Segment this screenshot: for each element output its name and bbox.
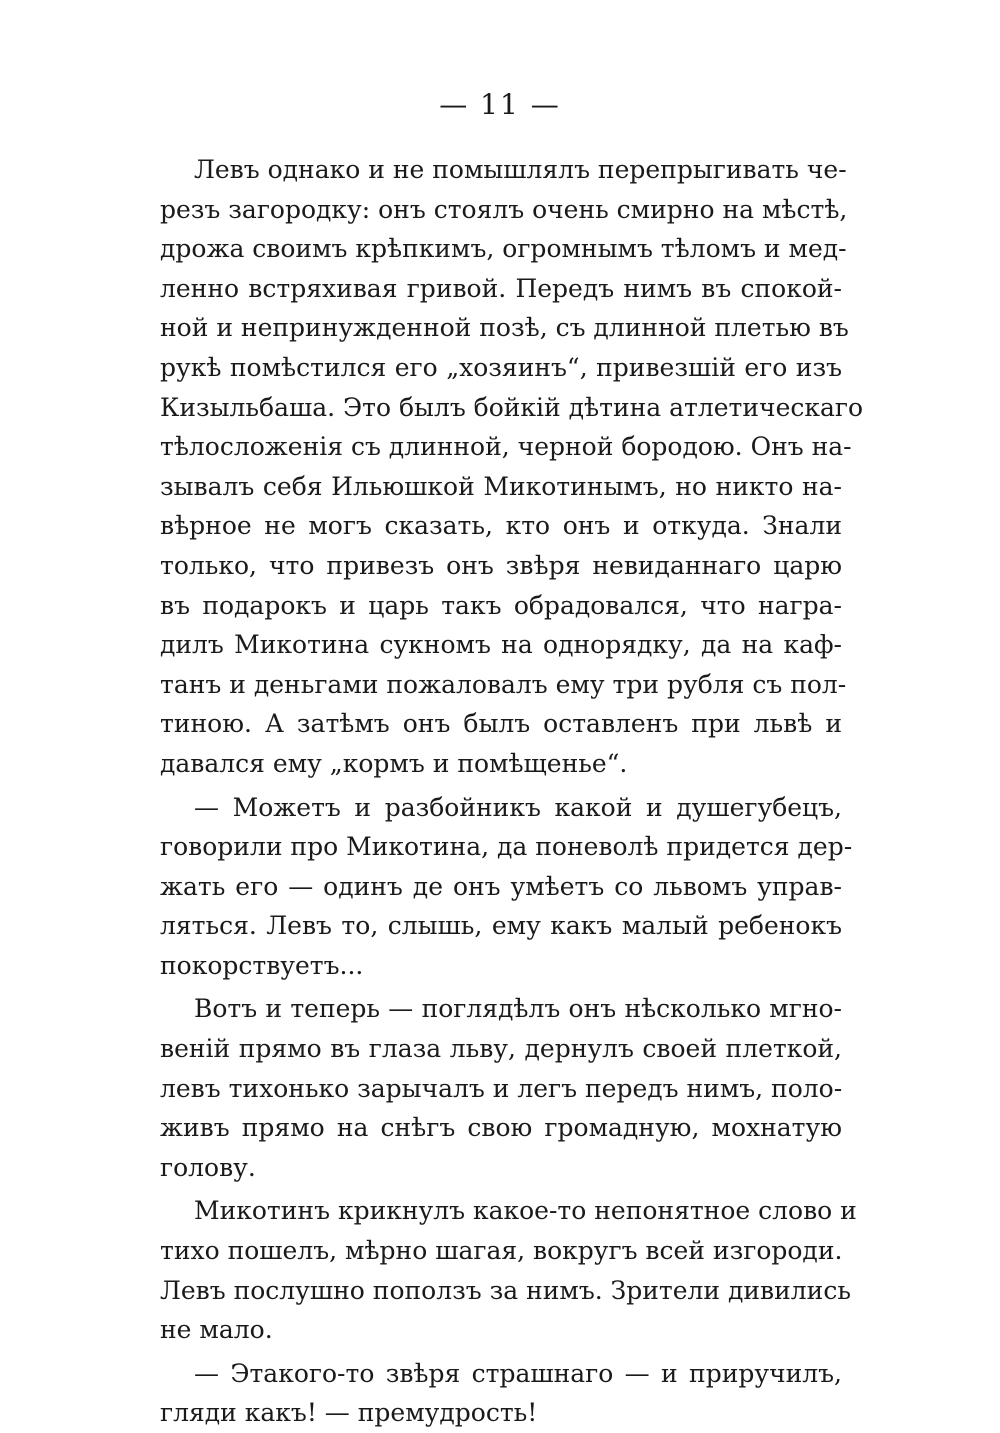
text-line: танъ и деньгами пожаловалъ ему три рубля съ пол-	[160, 669, 847, 699]
text-line: Вотъ и теперь — поглядѣлъ онъ нѣсколько мгно-	[194, 994, 842, 1024]
paragraph-5	[160, 1354, 842, 1433]
paragraph-4	[160, 1191, 857, 1349]
text-line: зывалъ себя Ильюшкой Микотинымъ, но никто на-	[160, 471, 842, 501]
paragraph-1	[160, 150, 864, 784]
text-line: дрожа своимъ крѣпкимъ, огромнымъ тѣломъ и мед-	[160, 234, 847, 264]
body-text	[160, 150, 864, 1433]
text-line: въ подарокъ и царь такъ обрадовался, что награ-	[160, 590, 842, 620]
text-line: Левъ однако и не помышлялъ перепрыгивать че-	[194, 155, 847, 184]
text-line: тихо пошелъ, мѣрно шагая, вокругъ всей изгороди.	[160, 1236, 843, 1266]
page-number: — 11 —	[439, 88, 561, 121]
text-line: ляться. Левъ то, слышь, ему какъ малый ребенокъ	[160, 911, 842, 941]
text-line: голову.	[160, 1152, 256, 1182]
text-line: не мало.	[160, 1315, 273, 1345]
text-line: жать его — одинъ де онъ умѣетъ со львомъ управ-	[160, 871, 842, 901]
text-line: давался ему „кормъ и помѣщенье“.	[160, 748, 628, 778]
text-line: покорствуетъ...	[160, 950, 364, 980]
text-line: только, что привезъ онъ звѣря невиданнаго царю	[160, 550, 842, 580]
text-line: резъ загородку: онъ стоялъ очень смирно на мѣстѣ,	[160, 194, 848, 224]
text-line: говорили про Микотина, да поневолѣ придется дер-	[160, 832, 853, 862]
text-line: тиною. А затѣмъ онъ былъ оставленъ при львѣ и	[160, 709, 842, 739]
text-line: — Можетъ и разбойникъ какой и душегубецъ,	[194, 792, 842, 822]
paragraph-3	[160, 989, 842, 1187]
text-line: тѣлосложенія съ длинной, черной бородою. Онъ на-	[160, 432, 852, 462]
text-line: рукѣ помѣстился его „хозяинъ“, привезшій его изъ	[160, 352, 842, 382]
text-line: Кизыльбаша. Это былъ бойкій дѣтина атлетическаго	[160, 392, 864, 422]
text-line: вѣрное не могъ сказать, кто онъ и откуда. Знали	[160, 511, 842, 541]
text-line: ленно встряхивая гривой. Передъ нимъ въ спокой-	[160, 273, 842, 303]
text-line: живъ прямо на снѣгъ свою громадную, мохнатую	[160, 1113, 842, 1143]
text-line: дилъ Микотина сукномъ на однорядку, да на каф-	[160, 630, 842, 660]
text-line: гляди какъ! — премудрость!	[160, 1398, 538, 1428]
text-line: Микотинъ крикнулъ какое-то непонятное слово и	[194, 1196, 857, 1226]
text-line: левъ тихонько зарычалъ и легъ передъ нимъ, поло-	[160, 1073, 843, 1103]
text-line: Левъ послушно поползъ за нимъ. Зрители дивились	[160, 1275, 851, 1305]
text-line: веній прямо въ глаза льву, дернулъ своей плеткой,	[160, 1034, 842, 1064]
text-line: — Этакого-то звѣря страшнаго — и приручилъ,	[194, 1358, 842, 1388]
paragraph-2	[160, 788, 853, 986]
text-line: ной и непринужденной позѣ, съ длинной плетью въ	[160, 313, 849, 343]
